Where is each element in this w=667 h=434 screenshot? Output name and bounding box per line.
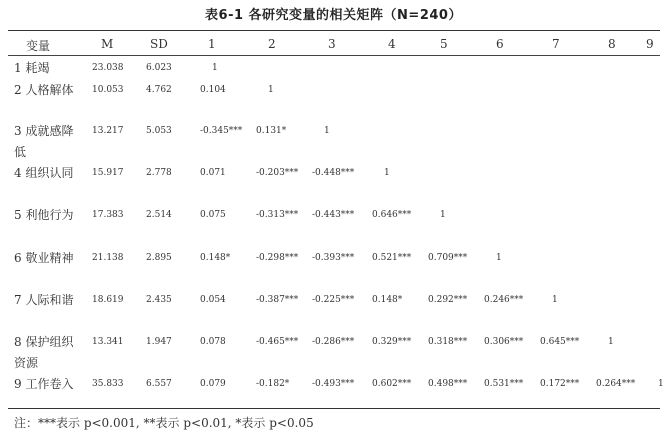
mean-value: 35.833 — [92, 379, 124, 389]
sd-value: 5.053 — [146, 126, 172, 136]
column-header: 2 — [268, 37, 276, 51]
correlation-cell: 0.131* — [256, 126, 287, 136]
correlation-cell: -0.225*** — [312, 295, 355, 305]
correlation-cell: 0.318*** — [428, 337, 468, 347]
mean-value: 18.619 — [92, 295, 124, 305]
correlation-cell: 0.104 — [200, 85, 226, 95]
sd-value: 2.514 — [146, 210, 172, 220]
sd-value: 6.023 — [146, 63, 172, 73]
variable-name: 3 成就感降低 — [14, 124, 74, 159]
column-header: M — [101, 37, 114, 51]
sd-value: 1.947 — [146, 337, 172, 347]
mean-value: 17.383 — [92, 210, 124, 220]
column-header: 7 — [552, 37, 560, 51]
correlation-cell: 0.329*** — [372, 337, 412, 347]
mean-value: 13.217 — [92, 126, 124, 136]
correlation-cell: 0.079 — [200, 379, 226, 389]
header-rule — [8, 55, 660, 56]
variable-name: 8 保护组织资源 — [14, 335, 74, 370]
correlation-cell: 1 — [212, 63, 218, 73]
variable-name: 1 耗竭 — [14, 61, 50, 75]
correlation-cell: 0.521*** — [372, 253, 412, 263]
correlation-cell: 0.264*** — [596, 379, 636, 389]
correlation-cell: 1 — [268, 85, 274, 95]
correlation-cell: 0.172*** — [540, 379, 580, 389]
sd-value: 2.895 — [146, 253, 172, 263]
correlation-cell: 1 — [608, 337, 614, 347]
correlation-cell: 1 — [496, 253, 502, 263]
column-header: 6 — [496, 37, 504, 51]
column-header: 3 — [328, 37, 336, 51]
correlation-cell: 0.709*** — [428, 253, 468, 263]
variable-name: 6 敬业精神 — [14, 251, 74, 265]
correlation-cell: 0.531*** — [484, 379, 524, 389]
correlation-cell: -0.298*** — [256, 253, 299, 263]
sd-value: 2.778 — [146, 168, 172, 178]
correlation-cell: 0.148* — [372, 295, 403, 305]
correlation-cell: -0.182* — [256, 379, 290, 389]
column-header: 8 — [608, 37, 616, 51]
variable-name: 7 人际和谐 — [14, 293, 74, 307]
top-rule — [8, 30, 660, 31]
column-header: 1 — [208, 37, 216, 51]
correlation-cell: -0.493*** — [312, 379, 355, 389]
variable-name: 9 工作卷入 — [14, 377, 74, 391]
column-header: 5 — [440, 37, 448, 51]
correlation-cell: 1 — [440, 210, 446, 220]
mean-value: 13.341 — [92, 337, 124, 347]
correlation-cell: 0.148* — [200, 253, 231, 263]
correlation-cell: 0.071 — [200, 168, 226, 178]
table-title: 表6-1 各研究变量的相关矩阵（N=240） — [205, 8, 462, 23]
correlation-cell: 1 — [552, 295, 558, 305]
sd-value: 2.435 — [146, 295, 172, 305]
column-header: 4 — [388, 37, 396, 51]
correlation-cell: 0.078 — [200, 337, 226, 347]
mean-value: 10.053 — [92, 85, 124, 95]
variable-name: 4 组织认同 — [14, 166, 74, 180]
sd-value: 6.557 — [146, 379, 172, 389]
variable-name: 2 人格解体 — [14, 83, 74, 97]
correlation-cell: 0.645*** — [540, 337, 580, 347]
correlation-cell: 0.306*** — [484, 337, 524, 347]
variable-name: 5 利他行为 — [14, 208, 74, 222]
correlation-cell: -0.313*** — [256, 210, 299, 220]
column-header: 变量 — [26, 39, 51, 53]
column-header: SD — [150, 37, 168, 51]
correlation-cell: -0.203*** — [256, 168, 299, 178]
correlation-cell: -0.465*** — [256, 337, 299, 347]
correlation-cell: 0.246*** — [484, 295, 524, 305]
correlation-cell: -0.443*** — [312, 210, 355, 220]
table-note: 注：***表示 p<0.001, **表示 p<0.01, *表示 p<0.05 — [14, 416, 314, 430]
correlation-cell: 0.054 — [200, 295, 226, 305]
correlation-cell: 0.602*** — [372, 379, 412, 389]
correlation-cell: -0.387*** — [256, 295, 299, 305]
correlation-cell: -0.345*** — [200, 126, 243, 136]
bottom-rule — [8, 408, 660, 409]
correlation-cell: 0.646*** — [372, 210, 412, 220]
column-header: 9 — [646, 37, 654, 51]
correlation-cell: -0.448*** — [312, 168, 355, 178]
correlation-cell: 0.075 — [200, 210, 226, 220]
sd-value: 4.762 — [146, 85, 172, 95]
correlation-cell: -0.393*** — [312, 253, 355, 263]
mean-value: 21.138 — [92, 253, 124, 263]
correlation-cell: 1 — [658, 379, 664, 389]
mean-value: 23.038 — [92, 63, 124, 73]
correlation-cell: 1 — [324, 126, 330, 136]
correlation-cell: 0.498*** — [428, 379, 468, 389]
mean-value: 15.917 — [92, 168, 124, 178]
correlation-cell: 1 — [384, 168, 390, 178]
correlation-cell: -0.286*** — [312, 337, 355, 347]
correlation-cell: 0.292*** — [428, 295, 468, 305]
